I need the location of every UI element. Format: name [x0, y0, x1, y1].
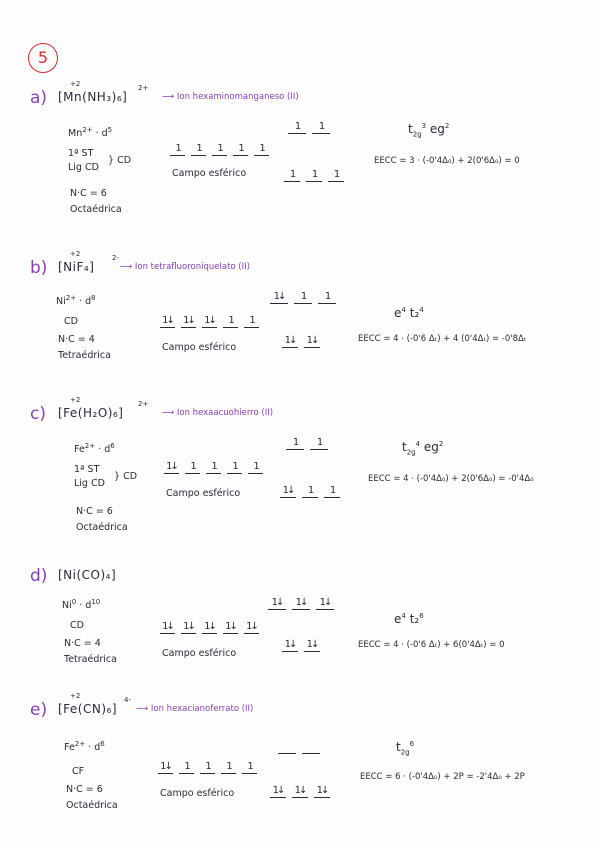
ion-symbol: Fe: [64, 742, 75, 754]
orbital-box: 1↓: [292, 598, 310, 610]
lower-orbitals: [280, 486, 340, 498]
term2-orbital: eg: [423, 440, 439, 454]
config-electrons: 6: [100, 740, 105, 748]
orbital-box: 1↓: [202, 316, 217, 328]
complex-charge: 4-: [124, 696, 131, 704]
orbital-box: 1↓: [316, 598, 334, 610]
term-superscript: 6: [409, 740, 415, 748]
term-superscript: 4: [401, 306, 406, 314]
coordination-number: N·C = 6: [76, 506, 113, 517]
orbital-box: 1: [248, 462, 263, 474]
eecc-equation: EECC = 3 · (-0'4Δ₀) + 2(0'6Δ₀) = 0: [374, 156, 520, 166]
orbital-box: 1: [185, 462, 200, 474]
orbital-box: 1↓: [314, 786, 330, 798]
oxidation-state: +2: [70, 396, 81, 404]
orbital-box: 1: [254, 144, 269, 156]
orbital-box: 1: [312, 122, 330, 134]
upper-orbitals: [268, 598, 334, 610]
config-electrons: 10: [91, 598, 101, 606]
orbital-box: 1: [227, 462, 242, 474]
section-letter: a): [30, 88, 48, 108]
section-letter: d): [30, 566, 48, 586]
term-orbital: t: [402, 440, 407, 454]
orbital-box: 1: [191, 144, 206, 156]
config-orbital: d: [101, 128, 108, 140]
orbital-box: 1: [244, 316, 259, 328]
coordination-number: N·C = 4: [64, 638, 101, 649]
orbital-box: 1↓: [268, 598, 286, 610]
lower-orbitals: [270, 786, 330, 798]
field-type: } CD: [108, 155, 132, 166]
ion-symbol: Ni: [56, 296, 66, 308]
term-superscript: 3: [421, 122, 427, 130]
orbital-box: 1↓: [244, 622, 259, 634]
orbital-box: 1: [284, 170, 300, 182]
exercise-number: 5: [28, 43, 58, 73]
field-label: Campo esférico: [162, 342, 237, 353]
geometry: Octaédrica: [66, 800, 118, 811]
ion-configuration: $Fe^{2+} \cdot d^6$: [64, 740, 105, 754]
lower-orbitals: [284, 170, 344, 182]
ion-configuration: $Ni^0 \cdot d^{10}$: [62, 598, 101, 612]
ion-charge: 0: [71, 598, 77, 606]
orbital-box: 1: [310, 438, 328, 450]
ion-symbol: Fe: [74, 444, 85, 456]
oxidation-state: +2: [70, 250, 81, 258]
orbital-box: 1: [318, 292, 336, 304]
spherical-orbitals: [164, 462, 263, 474]
spherical-orbitals: [158, 762, 257, 774]
ion-charge: 2+: [65, 294, 77, 302]
complex-charge: 2+: [138, 84, 149, 92]
term2-orbital: t₂: [409, 612, 420, 626]
orbital-box: 1: [286, 438, 304, 450]
complex-formula: [Mn(NH₃)₆]: [58, 90, 128, 104]
term-subscript: 2g: [412, 130, 422, 139]
ion-symbol: Mn: [68, 128, 83, 140]
config-electrons: 6: [110, 442, 115, 450]
config-electrons: 8: [91, 294, 96, 302]
orbital-box: 1↓: [270, 292, 288, 304]
spin-label: CD: [64, 316, 78, 327]
complex-formula: [NiF₄]: [58, 260, 95, 274]
eecc-equation: EECC = 4 · (-0'4Δ₀) + 2(0'6Δ₀) = -0'4Δ₀: [368, 474, 534, 484]
term2-superscript: 2: [444, 122, 450, 130]
ion-configuration: $Fe^{2+} \cdot d^6$: [74, 442, 115, 456]
ion-configuration: $Mn^{2+} \cdot d^5$: [68, 126, 113, 140]
orbital-box: 1↓: [181, 622, 196, 634]
orbital-box: 1: [324, 486, 340, 498]
ion-symbol: Ni: [62, 600, 72, 612]
orbital-box: 1↓: [304, 336, 320, 348]
coordination-number: N·C = 6: [66, 784, 103, 795]
spherical-orbitals: [170, 144, 269, 156]
complex-formula: [Ni(CO)₄]: [58, 568, 117, 582]
orbital-box: 1: [206, 462, 221, 474]
ligand-label: Lig CD: [74, 478, 105, 489]
electron-configuration-term: [408, 122, 449, 138]
section-letter: b): [30, 258, 48, 278]
electron-configuration-term: [394, 306, 424, 320]
orbital-box: 1: [179, 762, 194, 774]
spherical-orbitals: [160, 316, 259, 328]
complex-name: ⟶ Ion hexacianoferrato (II): [136, 704, 254, 714]
orbital-box: 1: [242, 762, 257, 774]
orbital-box: 1: [302, 486, 318, 498]
term-subscript: 2g: [400, 748, 410, 757]
term2-orbital: t₂: [409, 306, 420, 320]
field-label: Campo esférico: [160, 788, 235, 799]
eecc-equation: EECC = 4 · (-0'6 Δₜ) + 6(0'4Δₜ) = 0: [358, 640, 505, 650]
orbital-box: 1↓: [282, 640, 298, 652]
orbital-box: 1↓: [282, 336, 298, 348]
upper-orbitals: [288, 122, 330, 134]
coordination-number: N·C = 4: [58, 334, 95, 345]
complex-charge: 2-: [112, 254, 119, 262]
electron-configuration-term: [402, 440, 443, 456]
eecc-equation: EECC = 4 · (-0'6 Δₜ) + 4 (0'4Δₜ) = -0'8Δₜ: [358, 334, 527, 344]
orbital-box: [302, 742, 320, 754]
complex-name: ⟶ Ion tetrafluoroniquelato (II): [120, 262, 250, 272]
term-superscript: 4: [415, 440, 421, 448]
term-subscript: 2g: [406, 448, 416, 457]
orbital-box: 1: [223, 316, 238, 328]
coordination-number: N·C = 6: [70, 188, 107, 199]
oxidation-state: +2: [70, 80, 81, 88]
orbital-box: 1↓: [160, 622, 175, 634]
orbital-box: 1↓: [181, 316, 196, 328]
term-orbital: e: [394, 306, 402, 320]
complex-formula: [Fe(H₂O)₆]: [58, 406, 124, 420]
ion-charge: 2+: [84, 442, 96, 450]
orbital-box: 1↓: [158, 762, 173, 774]
orbital-box: 1: [328, 170, 344, 182]
complex-name: ⟶ Ion hexaminomanganeso (II): [162, 92, 299, 102]
electron-configuration-term: [394, 612, 424, 626]
ion-charge: 2+: [82, 126, 93, 134]
orbital-box: 1: [200, 762, 215, 774]
section-letter: c): [30, 404, 46, 424]
spin-label: 1ª ST: [68, 148, 94, 159]
orbital-box: 1: [306, 170, 322, 182]
term2-superscript: 6: [419, 612, 424, 620]
spherical-orbitals: [160, 622, 259, 634]
electron-configuration-term: [396, 740, 414, 756]
orbital-box: 1: [233, 144, 248, 156]
orbital-box: 1: [170, 144, 185, 156]
geometry: Tetraédrica: [64, 654, 117, 665]
geometry: Tetraédrica: [58, 350, 111, 361]
field-label: Campo esférico: [162, 648, 237, 659]
orbital-box: 1↓: [160, 316, 175, 328]
orbital-box: 1↓: [270, 786, 286, 798]
orbital-box: [278, 742, 296, 754]
term-orbital: t: [396, 740, 401, 754]
term2-superscript: 4: [419, 306, 424, 314]
spin-label: 1ª ST: [74, 464, 100, 475]
orbital-box: 1↓: [304, 640, 320, 652]
field-type: } CD: [114, 471, 138, 482]
orbital-box: 1: [221, 762, 236, 774]
field-label: Campo esférico: [166, 488, 241, 499]
config-electrons: 5: [107, 126, 113, 134]
term-orbital: e: [394, 612, 402, 626]
orbital-box: 1: [294, 292, 312, 304]
geometry: Octaédrica: [70, 204, 122, 215]
oxidation-state: +2: [70, 692, 81, 700]
section-letter: e): [30, 700, 48, 720]
geometry: Octaédrica: [76, 522, 128, 533]
lower-orbitals: [282, 640, 320, 652]
orbital-box: 1↓: [292, 786, 308, 798]
complex-formula: [Fe(CN)₆]: [58, 702, 118, 716]
term2-superscript: 2: [438, 440, 444, 448]
complex-charge: 2+: [138, 400, 149, 408]
lower-orbitals: [282, 336, 320, 348]
field-label: Campo esférico: [172, 168, 247, 179]
config-orbital: d: [85, 600, 92, 612]
config-orbital: d: [104, 444, 111, 456]
config-orbital: d: [94, 742, 101, 754]
term-superscript: 4: [401, 612, 406, 620]
orbital-box: 1↓: [280, 486, 296, 498]
config-orbital: d: [85, 296, 92, 308]
ligand-label: Lig CD: [68, 162, 99, 173]
eecc-equation: EECC = 6 · (-0'4Δ₀) + 2P = -2'4Δ₀ + 2P: [360, 772, 525, 782]
orbital-box: 1↓: [164, 462, 179, 474]
orbital-box: 1: [288, 122, 306, 134]
upper-orbitals: [278, 742, 320, 754]
upper-orbitals: [286, 438, 328, 450]
spin-label: CF: [72, 766, 85, 777]
orbital-box: 1↓: [202, 622, 217, 634]
orbital-box: 1: [212, 144, 227, 156]
term-orbital: t: [408, 122, 413, 136]
ion-charge: 2+: [74, 740, 86, 748]
ion-configuration: $Ni^{2+} \cdot d^8$: [56, 294, 96, 308]
term2-orbital: eg: [429, 122, 445, 136]
orbital-box: 1↓: [223, 622, 238, 634]
spin-label: CD: [70, 620, 84, 631]
complex-name: ⟶ Ion hexaacuohierro (II): [162, 408, 274, 418]
upper-orbitals: [270, 292, 336, 304]
